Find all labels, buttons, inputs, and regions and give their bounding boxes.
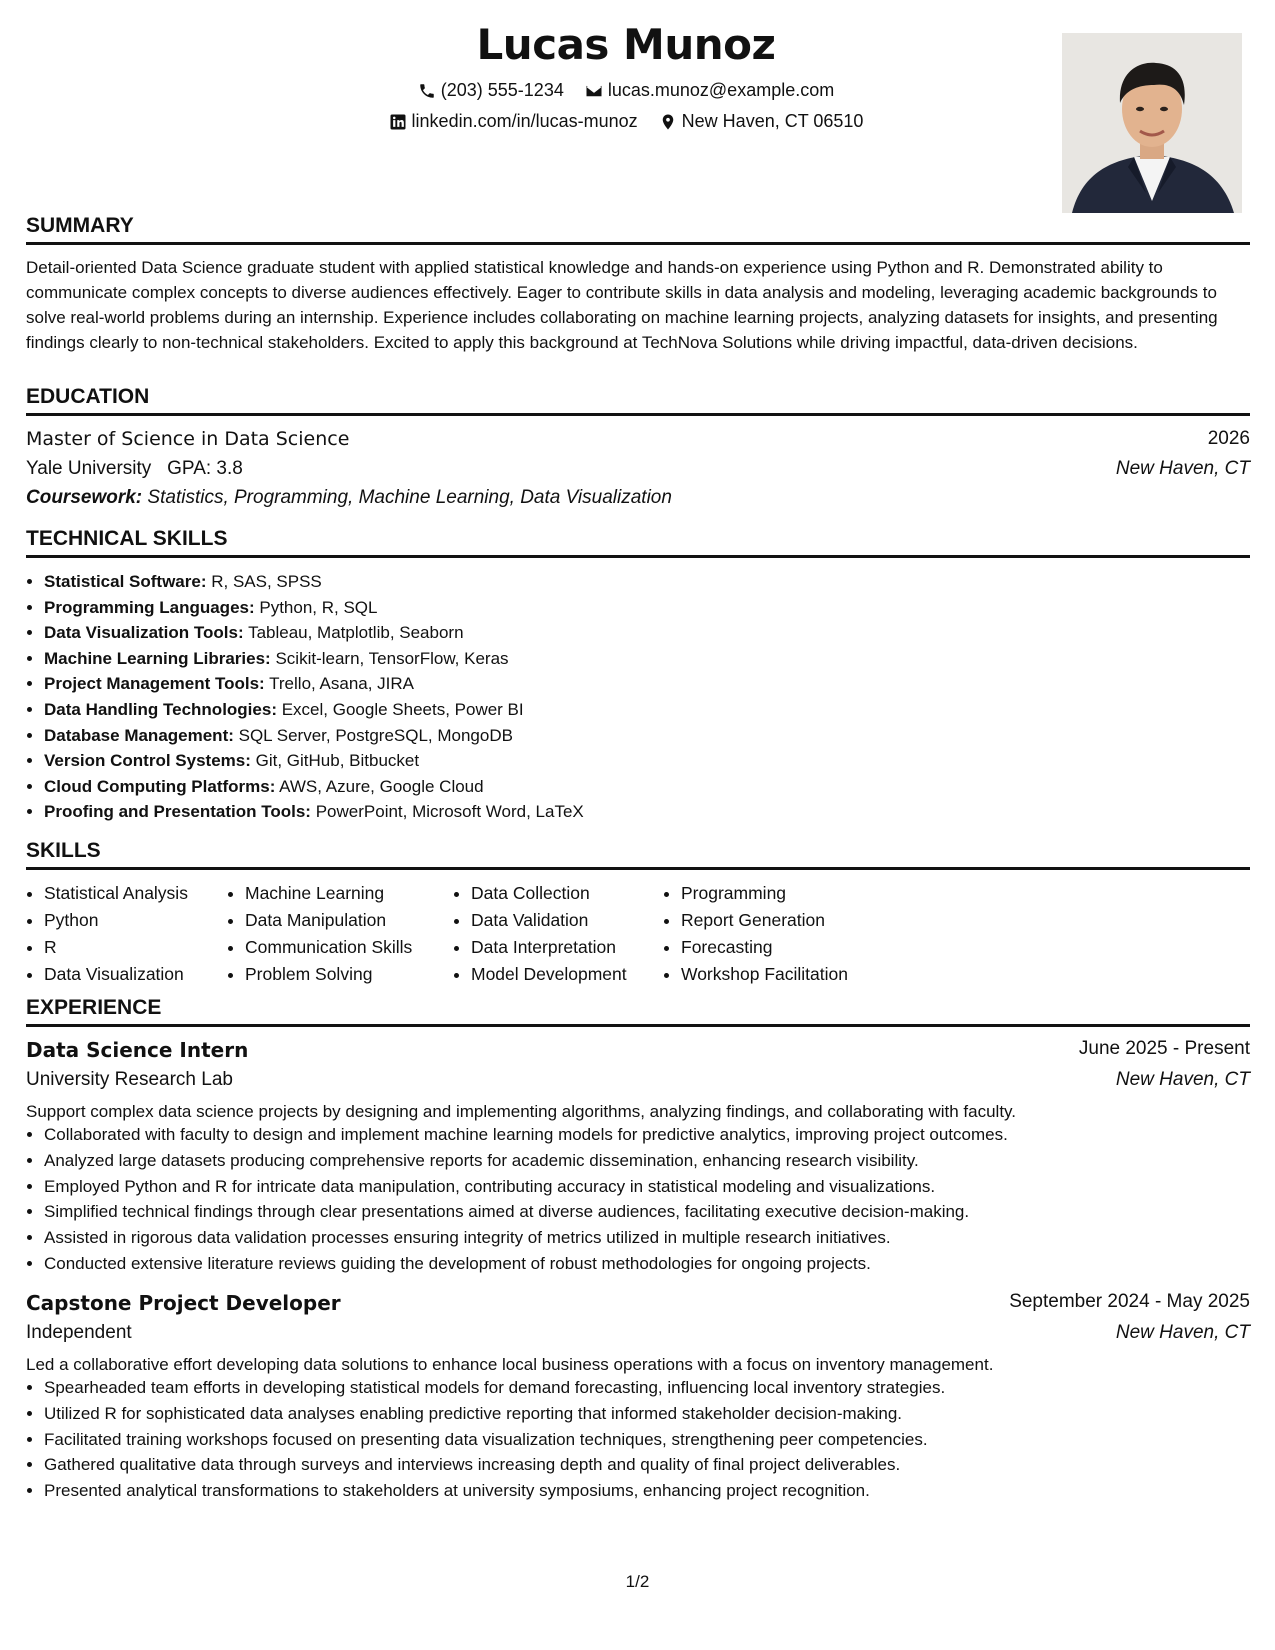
- list-item: • Data Visualization Tools: Tableau, Matplotlib, Seaborn: [44, 620, 584, 646]
- list-item: • Model Development: [471, 961, 627, 988]
- list-item: • Gathered qualitative data through surveys and interviews increasing depth and quality of final project deliverables.: [44, 1452, 945, 1478]
- job-1-location: New Haven, CT: [1115, 1069, 1250, 1090]
- list-item: • Forecasting: [681, 934, 848, 961]
- graduation-year: 2026: [1207, 428, 1250, 449]
- linkedin-text[interactable]: linkedin.com/in/lucas-munoz: [411, 111, 638, 131]
- phone-icon: [418, 82, 436, 100]
- summary-text: Detail-oriented Data Science graduate student with applied statistical knowledge and hands-on experience using Python and R. Demonstrated ability to communicate complex concepts to diverse audiences effectively. Eager to contribute skills in data analysis and modeling, leveraging academic backgrounds to solve real-world problems during an internship. Experience includes collaborating on machine learning projects, analyzing datasets for insights, and presenting findings clearly to non-technical stakeholders. Excited to apply this background at TechNova Solutions while driving impactful, data-driven decisions.: [26, 258, 1218, 352]
- resume-page: [26, 0, 1250, 1650]
- list-item: • Workshop Facilitation: [681, 961, 848, 988]
- list-item: • Collaborated with faculty to design and implement machine learning models for predictive analytics, improving project outcomes.: [44, 1122, 1008, 1148]
- coursework-label: Coursework:: [26, 487, 143, 508]
- list-item: • R: [44, 934, 188, 961]
- technical-skills-heading: TECHNICAL SKILLS: [26, 527, 1250, 558]
- profile-photo: [1062, 33, 1242, 213]
- education-school-row: [26, 458, 1250, 484]
- school-info: [26, 458, 243, 480]
- skills-heading: SKILLS: [26, 839, 1250, 870]
- list-item: • Cloud Computing Platforms: AWS, Azure, Google Cloud: [44, 774, 584, 800]
- envelope-icon: [585, 82, 603, 100]
- job-2-dates: September 2024 - May 2025: [1009, 1291, 1250, 1312]
- list-item: • Employed Python and R for intricate data manipulation, contributing accuracy in statistical modeling and visualizations.: [44, 1174, 1008, 1200]
- contact-line-2: [26, 111, 1226, 136]
- location-contact: [659, 111, 864, 132]
- list-item: • Proofing and Presentation Tools: PowerPoint, Microsoft Word, LaTeX: [44, 799, 584, 825]
- list-item: • Utilized R for sophisticated data analyses enabling predictive reporting that informed stakeholder decision-making.: [44, 1401, 945, 1427]
- list-item: • Conducted extensive literature reviews guiding the development of robust methodologies for ongoing projects.: [44, 1251, 1008, 1277]
- list-item: • Data Visualization: [44, 961, 188, 988]
- list-item: • Database Management: SQL Server, PostgreSQL, MongoDB: [44, 723, 584, 749]
- coursework-list: Statistics, Programming, Machine Learning, Data Visualization: [147, 487, 672, 508]
- skills-column-2: [227, 880, 412, 988]
- list-item: • Machine Learning: [245, 880, 412, 907]
- email-contact[interactable]: [585, 80, 834, 101]
- school-name: Yale University: [26, 458, 152, 479]
- job-1-dates: June 2025 - Present: [1078, 1038, 1250, 1059]
- linkedin-contact[interactable]: [389, 111, 638, 132]
- phone-contact: [418, 80, 564, 101]
- job-2-org-row: [26, 1322, 1250, 1348]
- list-item: • Facilitated training workshops focused on presenting data visualization techniques, strengthening peer competencies.: [44, 1427, 945, 1453]
- summary-heading: SUMMARY: [26, 214, 1250, 245]
- job-1-header: [26, 1038, 1250, 1066]
- page-number: 1/2: [625, 1572, 650, 1591]
- list-item: • Data Manipulation: [245, 907, 412, 934]
- phone-text: (203) 555-1234: [440, 80, 564, 100]
- list-item: • Programming Languages: Python, R, SQL: [44, 595, 584, 621]
- list-item: • Data Collection: [471, 880, 627, 907]
- degree-title: Master of Science in Data Science: [26, 428, 350, 450]
- job-2-location: New Haven, CT: [1115, 1322, 1250, 1343]
- coursework-row: [26, 487, 1250, 513]
- job-2-role: Capstone Project Developer: [26, 1291, 341, 1315]
- list-item: • Statistical Analysis: [44, 880, 188, 907]
- candidate-name: Lucas Munoz: [476, 20, 776, 69]
- job-2-header: [26, 1291, 1250, 1319]
- map-pin-icon: [659, 113, 677, 131]
- technical-skills-list: [26, 569, 584, 825]
- location-text: New Haven, CT 06510: [681, 111, 864, 131]
- list-item: • Programming: [681, 880, 848, 907]
- job-1-summary: Support complex data science projects by designing and implementing algorithms, analyzing findings, and collaborating with faculty.: [26, 1102, 1017, 1121]
- list-item: • Spearheaded team efforts in developing statistical models for demand forecasting, influencing local inventory strategies.: [44, 1375, 945, 1401]
- list-item: • Presented analytical transformations to stakeholders at university symposiums, enhancing project recognition.: [44, 1478, 945, 1504]
- list-item: • Project Management Tools: Trello, Asana, JIRA: [44, 671, 584, 697]
- job-1-org-row: [26, 1069, 1250, 1095]
- list-item: • Data Interpretation: [471, 934, 627, 961]
- job-1-role: Data Science Intern: [26, 1038, 249, 1062]
- job-2-org: Independent: [26, 1322, 132, 1343]
- list-item: • Simplified technical findings through clear presentations aimed at diverse audiences, facilitating executive decision-making.: [44, 1199, 1008, 1225]
- list-item: • Data Handling Technologies: Excel, Google Sheets, Power BI: [44, 697, 584, 723]
- job-2-summary: Led a collaborative effort developing data solutions to enhance local business operations with a focus on inventory management.: [26, 1355, 994, 1374]
- list-item: • Assisted in rigorous data validation processes ensuring integrity of metrics utilized in multiple research initiatives.: [44, 1225, 1008, 1251]
- skills-column-4: [663, 880, 848, 988]
- list-item: • Statistical Software: R, SAS, SPSS: [44, 569, 584, 595]
- skills-column-3: [453, 880, 627, 988]
- experience-heading: EXPERIENCE: [26, 996, 1250, 1027]
- job-1-bullets: [26, 1122, 1008, 1277]
- list-item: • Python: [44, 907, 188, 934]
- skills-column-1: [26, 880, 188, 988]
- list-item: • Version Control Systems: Git, GitHub, Bitbucket: [44, 748, 584, 774]
- email-text[interactable]: lucas.munoz@example.com: [607, 80, 835, 100]
- list-item: • Analyzed large datasets producing comprehensive reports for academic dissemination, enhancing research visibility.: [44, 1148, 1008, 1174]
- linkedin-icon: [389, 113, 407, 131]
- job-1-org: University Research Lab: [26, 1069, 233, 1090]
- list-item: • Machine Learning Libraries: Scikit-learn, TensorFlow, Keras: [44, 646, 584, 672]
- contact-line-1: [26, 80, 1226, 105]
- list-item: • Report Generation: [681, 907, 848, 934]
- gpa: GPA: 3.8: [167, 458, 243, 479]
- education-heading: EDUCATION: [26, 385, 1250, 416]
- list-item: • Data Validation: [471, 907, 627, 934]
- school-location: New Haven, CT: [1115, 458, 1250, 479]
- job-2-bullets: [26, 1375, 945, 1504]
- list-item: • Communication Skills: [245, 934, 412, 961]
- profile-photo-portrait: [1062, 33, 1242, 213]
- list-item: • Problem Solving: [245, 961, 412, 988]
- education-degree-row: [26, 428, 1250, 454]
